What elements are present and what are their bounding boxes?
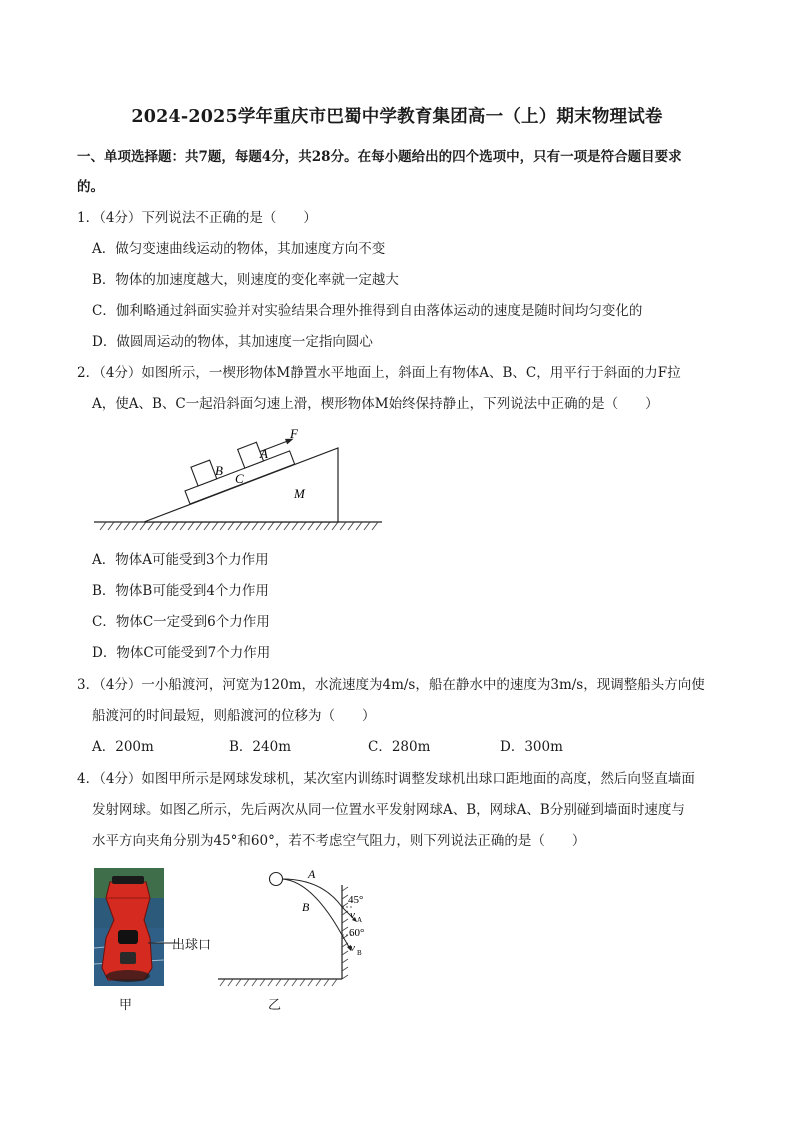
trajectory-a [282,879,342,907]
q2-stem-line1: 2．（4分）如图所示，一楔形物体M静置水平地面上，斜面上有物体A、B、C，用平行于斜面的力F拉 [77,365,681,381]
q1-option-c: C．伽利略通过斜面实验并对实验结果合理外推得到自由落体运动的速度是随时间均匀变化的 [92,303,643,319]
q2-stem-line2: A，使A、B、C一起沿斜面匀速上滑，楔形物体M始终保持静止，下列说法中正确的是（ ） [92,396,659,412]
section-heading-line2: 的。 [77,179,104,195]
label-c: C [235,471,244,486]
q4-trajectory-figure [212,865,382,990]
q4-stem-line3: 水平方向夹角分别为45°和60°，若不考虑空气阻力，则下列说法正确的是（ ） [92,833,586,849]
q4-stem-line2: 发射网球。如图乙所示，先后两次从同一位置水平发射网球A、B，网球A、B分别碰到墙面时速度与 [92,802,685,818]
q2-option-c: C．物体C一定受到6个力作用 [92,614,270,630]
label-a: A [260,446,268,461]
q2-option-a: A．物体A可能受到3个力作用 [92,552,269,568]
q1-option-a: A．做匀变速曲线运动的物体，其加速度方向不变 [92,241,386,257]
outlet-label: 出球口 [172,938,212,953]
q3-option-c: C．280m [368,739,431,755]
tennis-ball [270,873,283,886]
q3-stem-line1: 3．（4分）一小船渡河，河宽为120m，水流速度为4m/s，船在静水中的速度为3m/s，现调整船头方向使 [77,677,705,693]
q1-option-d: D．做圆周运动的物体，其加速度一定指向圆心 [92,334,373,350]
q1-stem: 1．（4分）下列说法不正确的是（ ） [77,210,317,226]
label-m: M [294,486,305,501]
q3-option-b: B．240m [229,739,291,755]
label-vb-sub: B [357,949,362,957]
label-va-sub: A [357,916,363,924]
fig-yi-caption: 乙 [268,998,282,1013]
section-heading-line1: 一、单项选择题：共7题，每题4分，共28分。在每小题给出的四个选项中，只有一项是符合题目要求 [77,149,682,165]
q3-option-d: D．300m [500,739,563,755]
q2-option-d: D．物体C可能受到7个力作用 [92,645,271,661]
page-title: 2024-2025学年重庆市巴蜀中学教育集团高一（上）期末物理试卷 [131,107,663,127]
angle-45-label: 45° [348,894,364,906]
fig-jia-caption: 甲 [119,998,133,1013]
label-traj-b: B [302,900,310,914]
q3-option-a: A．200m [92,739,154,755]
q2-wedge-figure [92,420,392,532]
label-b: B [215,463,223,478]
angle-60-label: 60° [349,927,365,939]
q3-stem-line2: 船渡河的时间最短，则船渡河的位移为（ ） [92,708,376,724]
q4-ball-machine-photo [94,868,164,986]
q2-option-b: B．物体B可能受到4个力作用 [92,583,269,599]
label-vb: v [350,942,355,954]
q1-option-b: B．物体的加速度越大，则速度的变化率就一定越大 [92,272,399,288]
q4-stem-line1: 4．（4分）如图甲所示是网球发球机，某次室内训练时调整发球机出球口距地面的高度，然后向竖直墙面 [77,771,695,787]
label-f: F [290,426,298,441]
label-traj-a: A [308,867,316,881]
label-va: v [350,909,355,921]
trajectory-b [282,879,342,935]
